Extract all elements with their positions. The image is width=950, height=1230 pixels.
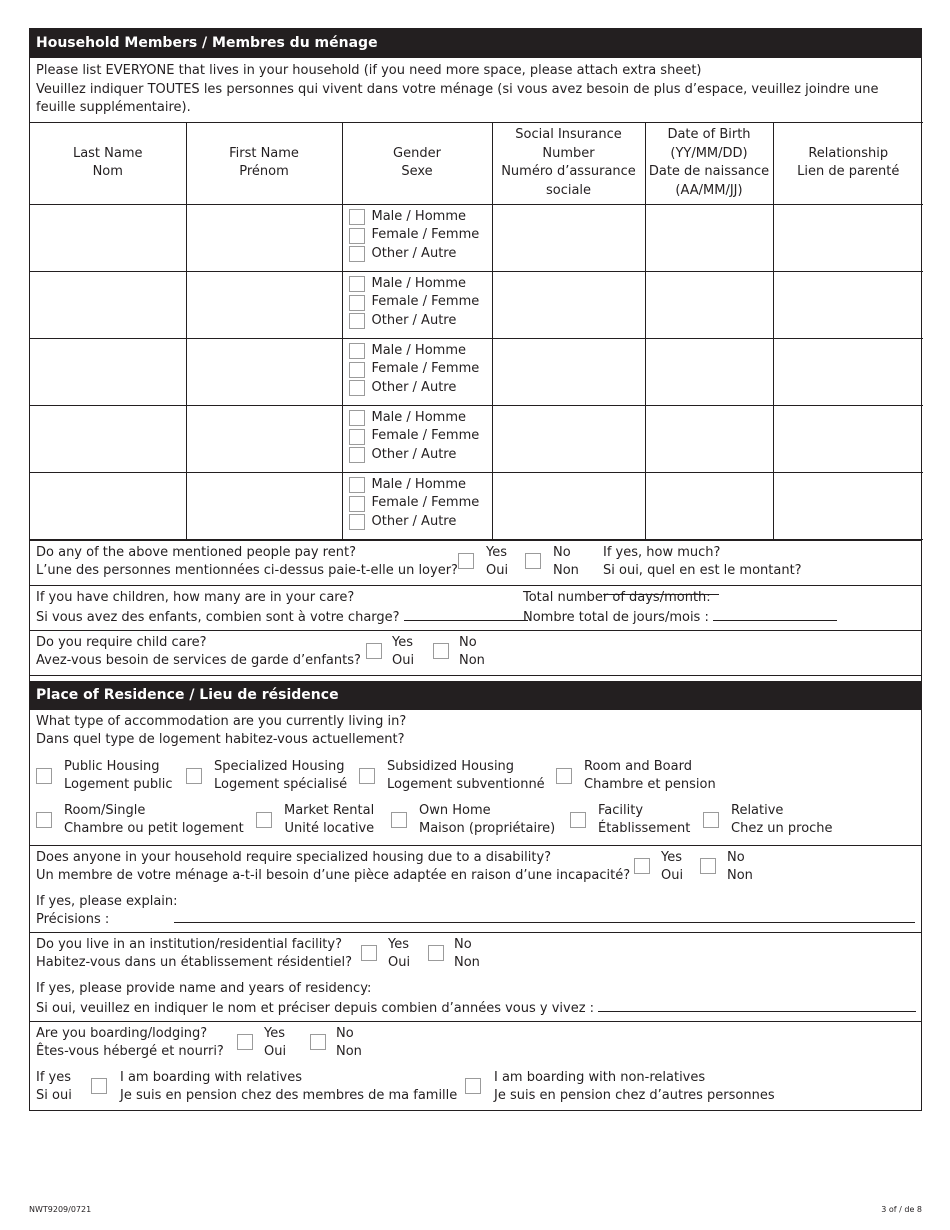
explain-label-fr: Précisions : — [36, 912, 110, 927]
accom-option-relative[interactable] — [703, 802, 833, 839]
option-label-en: Relative — [731, 802, 784, 818]
own-home-checkbox[interactable] — [391, 812, 407, 828]
accommodation-question-fr: Dans quel type de logement habitez-vous actuellement? — [36, 732, 405, 747]
gender-option-label: Other / Autre — [371, 513, 457, 529]
disability-yes-checkbox[interactable] — [634, 858, 650, 874]
days-label-fr: Nombre total de jours/mois : — [523, 610, 709, 625]
accom-option-room-single[interactable] — [36, 802, 244, 839]
accom-option-public-housing[interactable] — [36, 758, 172, 795]
accom-option-subsidized-housing[interactable] — [359, 758, 545, 795]
gender-option-label: Male / Homme — [371, 275, 466, 291]
disability-question-block — [30, 845, 921, 932]
boarding-nonrelatives-label-fr: Je suis en pension chez d’autres personnes — [494, 1088, 775, 1103]
gender-option-label: Male / Homme — [371, 409, 466, 425]
boarding-non-label: Non — [336, 1044, 362, 1059]
institution-oui-label: Oui — [388, 955, 411, 970]
institution-no-label: No — [454, 936, 472, 952]
last-name-cell[interactable] — [30, 472, 186, 539]
dob-cell[interactable] — [645, 338, 773, 405]
childcare-yes-label: Yes — [392, 634, 413, 650]
days-label-en: Total number of days/month: — [523, 589, 711, 605]
table-header-row — [30, 122, 923, 204]
rent-amount-label-fr: Si oui, quel en est le montant? — [603, 563, 802, 578]
childcare-non-label: Non — [459, 653, 485, 668]
option-label-fr: Chambre ou petit logement — [64, 821, 244, 836]
institution-yes-label: Yes — [388, 936, 409, 952]
gender-option-label: Other / Autre — [371, 245, 457, 261]
first-name-cell[interactable] — [186, 271, 342, 338]
children-question-en: If you have children, how many are in your care? — [36, 589, 355, 605]
table-row — [30, 271, 923, 338]
explain-label-en: If yes, please explain: — [36, 893, 178, 909]
gender-option-label: Male / Homme — [371, 476, 466, 492]
form-code: NWT9209/0721 — [29, 1205, 92, 1214]
accom-option-specialized-housing[interactable] — [186, 758, 347, 795]
sin-cell[interactable] — [492, 405, 645, 472]
option-label-en: Subsidized Housing — [387, 758, 515, 774]
boarding-no-label: No — [336, 1025, 354, 1041]
sin-cell[interactable] — [492, 271, 645, 338]
gender-option-label: Female / Femme — [371, 428, 480, 444]
gender-option-label: Male / Homme — [371, 342, 466, 358]
rent-yes-label: Yes — [486, 544, 507, 560]
gender-checkbox[interactable] — [349, 209, 365, 225]
residency-label-fr: Si oui, veuillez en indiquer le nom et préciser depuis combien d’années vous y vivez : — [36, 1001, 595, 1016]
room-and-board-checkbox[interactable] — [556, 768, 572, 784]
option-label-fr: Chambre et pension — [584, 777, 716, 792]
if-yes-label-en: If yes — [36, 1069, 72, 1085]
member-rows — [30, 204, 923, 539]
household-members-table — [30, 122, 923, 540]
gender-checkbox[interactable] — [349, 447, 365, 463]
gender-option[interactable] — [349, 446, 492, 465]
gender-option[interactable] — [349, 208, 492, 227]
boarding-relatives-label-fr: Je suis en pension chez des membres de ma famille — [120, 1088, 458, 1103]
room-single-checkbox[interactable] — [36, 812, 52, 828]
childcare-oui-label: Oui — [392, 653, 415, 668]
accom-option-room-and-board[interactable] — [556, 758, 716, 795]
days-per-month-field[interactable] — [713, 607, 837, 621]
childcare-question-block — [30, 630, 921, 675]
institution-question-block — [30, 932, 921, 1021]
relationship-cell[interactable] — [773, 338, 923, 405]
disability-no-checkbox[interactable] — [700, 858, 716, 874]
gender-option-label: Female / Femme — [371, 495, 480, 511]
childcare-question-fr: Avez-vous besoin de services de garde d’enfants? — [36, 653, 361, 668]
option-label-fr: Unité locative — [284, 821, 375, 836]
disability-question-en: Does anyone in your household require specialized housing due to a disability? — [36, 849, 552, 865]
application-form — [29, 28, 922, 1111]
residency-field[interactable] — [598, 998, 916, 1012]
institution-yes-checkbox[interactable] — [361, 945, 377, 961]
boarding-yes-checkbox[interactable] — [237, 1034, 253, 1050]
col-header-sin: Social Insurance Number Numéro d’assurance sociale — [492, 122, 645, 204]
dob-cell[interactable] — [645, 472, 773, 539]
children-question-fr: Si vous avez des enfants, combien sont à votre charge? — [36, 610, 400, 625]
sin-cell[interactable] — [492, 338, 645, 405]
sin-cell[interactable] — [492, 204, 645, 271]
first-name-cell[interactable] — [186, 405, 342, 472]
relationship-cell[interactable] — [773, 405, 923, 472]
gender-option[interactable] — [349, 293, 492, 312]
disability-no-label: No — [727, 849, 745, 865]
gender-option[interactable] — [349, 513, 492, 532]
boarding-nonrelatives-label-en: I am boarding with non-relatives — [494, 1069, 706, 1085]
institution-non-label: Non — [454, 955, 480, 970]
boarding-no-checkbox[interactable] — [310, 1034, 326, 1050]
gender-checkbox[interactable] — [349, 295, 365, 311]
disability-non-label: Non — [727, 868, 753, 883]
gender-checkbox[interactable] — [349, 313, 365, 329]
rent-yes-checkbox[interactable] — [458, 553, 474, 569]
option-label-en: Specialized Housing — [214, 758, 345, 774]
explain-field[interactable] — [174, 909, 915, 923]
option-label-fr: Maison (propriétaire) — [419, 821, 556, 836]
dob-cell[interactable] — [645, 204, 773, 271]
col-header-first-name: First Name Prénom — [186, 122, 342, 204]
accommodation-block — [30, 710, 921, 845]
col-header-gender: Gender Sexe — [342, 122, 492, 204]
option-label-en: Room/Single — [64, 802, 146, 818]
sin-cell[interactable] — [492, 472, 645, 539]
page-number: 3 of / de 8 — [881, 1205, 922, 1214]
gender-cell — [342, 271, 492, 338]
household-instructions — [30, 58, 921, 122]
gender-checkbox[interactable] — [349, 246, 365, 262]
relationship-cell[interactable] — [773, 271, 923, 338]
first-name-cell[interactable] — [186, 338, 342, 405]
col-header-last-name: Last Name Nom — [30, 122, 186, 204]
gender-option-label: Female / Femme — [371, 294, 480, 310]
option-label-en: Own Home — [419, 802, 491, 818]
boarding-relatives-checkbox[interactable] — [91, 1078, 107, 1094]
childcare-yes-checkbox[interactable] — [366, 643, 382, 659]
gender-cell — [342, 472, 492, 539]
children-question-block — [30, 585, 921, 630]
instructions-en: Please list EVERYONE that lives in your household (if you need more space, please attach extra sheet) — [36, 63, 702, 78]
childcare-question-en: Do you require child care? — [36, 634, 207, 650]
rent-question-en: Do any of the above mentioned people pay rent? — [36, 544, 356, 560]
public-housing-checkbox[interactable] — [36, 768, 52, 784]
boarding-relatives-label-en: I am boarding with relatives — [120, 1069, 303, 1085]
gender-option[interactable] — [349, 275, 492, 294]
table-row — [30, 472, 923, 539]
household-section-header: Household Members / Membres du ménage — [30, 29, 921, 58]
gender-option-label: Other / Autre — [371, 446, 457, 462]
gender-checkbox[interactable] — [349, 514, 365, 530]
gender-option-label: Other / Autre — [371, 312, 457, 328]
institution-no-checkbox[interactable] — [428, 945, 444, 961]
gender-option[interactable] — [349, 226, 492, 245]
rent-no-checkbox[interactable] — [525, 553, 541, 569]
option-label-fr: Chez un proche — [731, 821, 833, 836]
boarding-nonrelatives-checkbox[interactable] — [465, 1078, 481, 1094]
childcare-no-label: No — [459, 634, 477, 650]
rent-question-block — [30, 540, 921, 585]
boarding-oui-label: Oui — [264, 1044, 287, 1059]
gender-option[interactable] — [349, 245, 492, 264]
gender-option[interactable] — [349, 342, 492, 361]
gender-checkbox[interactable] — [349, 496, 365, 512]
dob-cell[interactable] — [645, 271, 773, 338]
option-label-en: Market Rental — [284, 802, 375, 818]
gender-option-label: Female / Femme — [371, 227, 480, 243]
gender-checkbox[interactable] — [349, 477, 365, 493]
rent-question-fr: L’une des personnes mentionnées ci-dessus paie-t-elle un loyer? — [36, 563, 458, 578]
last-name-cell[interactable] — [30, 338, 186, 405]
table-row — [30, 204, 923, 271]
children-count-field[interactable] — [404, 607, 528, 621]
relationship-cell[interactable] — [773, 204, 923, 271]
option-label-fr: Établissement — [598, 821, 691, 836]
table-row — [30, 338, 923, 405]
market-rental-checkbox[interactable] — [256, 812, 272, 828]
option-label-en: Room and Board — [584, 758, 692, 774]
institution-question-en: Do you live in an institution/residential facility? — [36, 936, 343, 952]
option-label-en: Facility — [598, 802, 644, 818]
gender-checkbox[interactable] — [349, 410, 365, 426]
last-name-cell[interactable] — [30, 405, 186, 472]
rent-non-label: Non — [553, 563, 579, 578]
gender-option[interactable] — [349, 409, 492, 428]
accom-option-market-rental[interactable] — [256, 802, 374, 839]
boarding-question-fr: Êtes-vous hébergé et nourri? — [36, 1044, 224, 1059]
col-header-relationship: Relationship Lien de parenté — [773, 122, 923, 204]
subsidized-housing-checkbox[interactable] — [359, 768, 375, 784]
option-label-fr: Logement public — [64, 777, 173, 792]
gender-option[interactable] — [349, 312, 492, 331]
gender-cell — [342, 338, 492, 405]
accom-option-own-home[interactable] — [391, 802, 555, 839]
rent-oui-label: Oui — [486, 563, 509, 578]
gender-option[interactable] — [349, 360, 492, 379]
gender-checkbox[interactable] — [349, 362, 365, 378]
instructions-fr: Veuillez indiquer TOUTES les personnes qui vivent dans votre ménage (si vous avez besoin de plus d’espace, veuillez joindre une feuille supplémentaire). — [36, 81, 879, 115]
dob-cell[interactable] — [645, 405, 773, 472]
rent-amount-label-en: If yes, how much? — [603, 544, 721, 560]
gender-checkbox[interactable] — [349, 276, 365, 292]
last-name-cell[interactable] — [30, 204, 186, 271]
disability-yes-label: Yes — [661, 849, 682, 865]
accom-option-facility[interactable] — [570, 802, 690, 839]
gender-option-label: Other / Autre — [371, 379, 457, 395]
gender-cell — [342, 405, 492, 472]
childcare-no-checkbox[interactable] — [433, 643, 449, 659]
facility-checkbox[interactable] — [570, 812, 586, 828]
gender-option-label: Male / Homme — [371, 208, 466, 224]
gender-option-label: Female / Femme — [371, 361, 480, 377]
option-label-fr: Logement subventionné — [387, 777, 545, 792]
gender-checkbox[interactable] — [349, 429, 365, 445]
first-name-cell[interactable] — [186, 204, 342, 271]
table-row — [30, 405, 923, 472]
specialized-housing-checkbox[interactable] — [186, 768, 202, 784]
boarding-question-en: Are you boarding/lodging? — [36, 1025, 208, 1041]
gender-option[interactable] — [349, 494, 492, 513]
gender-option[interactable] — [349, 427, 492, 446]
institution-question-fr: Habitez-vous dans un établissement résidentiel? — [36, 955, 352, 970]
first-name-cell[interactable] — [186, 472, 342, 539]
boarding-yes-label: Yes — [264, 1025, 285, 1041]
accommodation-question-en: What type of accommodation are you currently living in? — [36, 713, 407, 729]
gender-checkbox[interactable] — [349, 343, 365, 359]
relationship-cell[interactable] — [773, 472, 923, 539]
gender-cell — [342, 204, 492, 271]
disability-question-fr: Un membre de votre ménage a-t-il besoin d’une pièce adaptée en raison d’une incapacité? — [36, 868, 631, 883]
gender-checkbox[interactable] — [349, 228, 365, 244]
option-label-fr: Logement spécialisé — [214, 777, 348, 792]
residence-section-header: Place of Residence / Lieu de résidence — [30, 681, 921, 710]
option-label-en: Public Housing — [64, 758, 160, 774]
relative-checkbox[interactable] — [703, 812, 719, 828]
if-yes-label-fr: Si oui — [36, 1088, 72, 1103]
last-name-cell[interactable] — [30, 271, 186, 338]
disability-oui-label: Oui — [661, 868, 684, 883]
gender-option[interactable] — [349, 476, 492, 495]
gender-checkbox[interactable] — [349, 380, 365, 396]
gender-option[interactable] — [349, 379, 492, 398]
col-header-dob: Date of Birth (YY/MM/DD) Date de naissance (AA/MM/JJ) — [645, 122, 773, 204]
residency-label-en: If yes, please provide name and years of residency: — [36, 980, 372, 996]
rent-no-label: No — [553, 544, 571, 560]
boarding-question-block — [30, 1021, 921, 1110]
